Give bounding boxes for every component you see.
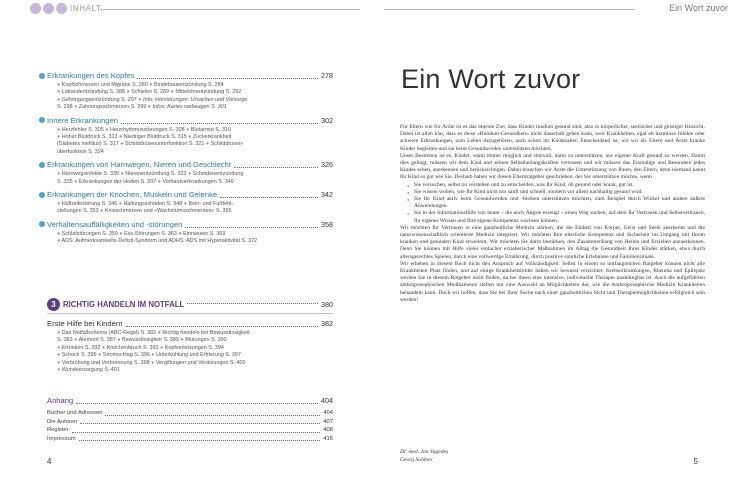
- toc-entry-line: ● Lidrandentzündung S. 288 ● Schielen S. 289 ● Mittelohrentzündung S. 292: [57, 89, 242, 96]
- toc-entries: [57, 200, 333, 216]
- chapter-title[interactable]: RICHTIG HANDELN IM NOTFALL: [63, 300, 185, 309]
- toc-entry[interactable]: Knieschmerzen und »Wachstumsschmerzen« S. 355: [104, 208, 232, 215]
- toc-section: [47, 190, 333, 216]
- toc-entry[interactable]: überfunktion S. 324: [57, 148, 104, 155]
- chapter-heading: [47, 298, 333, 314]
- table-of-contents: [47, 71, 333, 250]
- toc-entry[interactable]: Blutungen S. 390: [185, 337, 227, 344]
- toc-entry[interactable]: Bewusstlosigkeit S. 389: [122, 337, 179, 344]
- toc-entries: [57, 230, 333, 246]
- toc-entry[interactable]: (Diabetes mellitus) S. 317: [57, 141, 119, 148]
- toc-section: [47, 160, 333, 186]
- toc-entry[interactable]: S. 298: [57, 104, 73, 111]
- toc-entry[interactable]: Infos: Karies vorbeugen S. 301: [152, 104, 227, 111]
- toc-entries: [57, 81, 333, 112]
- toc-entry-line: [57, 149, 333, 156]
- anhang-label: Impressum: [47, 435, 76, 442]
- toc-entry-line: (Diabetes mellitus) S. 317 ● Schilddrüsenunterfunktion S. 321 ● Schilddrüsen-: [57, 141, 244, 148]
- toc-entry[interactable]: Lidrandentzündung S. 288: [61, 89, 126, 96]
- toc-entry-line: ● Verbrühung und Verbrennung S. 398 ● Vergiftungen und Verätzungen S. 400: [57, 359, 246, 366]
- dot-leader: [79, 440, 321, 441]
- toc-entry[interactable]: Unterkühlung und Erfrierung S. 397: [156, 352, 241, 359]
- toc-entry[interactable]: Schilddrüsenunterfunktion S. 321: [124, 141, 205, 148]
- toc-entry[interactable]: Niedriger Blutdruck S. 315: [123, 134, 187, 141]
- article-paragraph: Unser Bestreben ist es, Kinder, wann immer möglich und sinnvoll, darin zu unterstützen, aus eigener Kraft gesund zu werden. Damit dies gelingt, müssen wir dem Kind und seinen Selbstheilungskräften vertrauen und wir müssen das Einmalige und Besondere jedes Kindes sehen, anerkennen und berücksichtigen. Dabei brauchen wir Ärzte die Unterstützung von Ihnen, den Eltern, denn niemand kennt Ihr Kind so gut wie Sie. Deshalb haben wir diesen Elternratgeber geschrieben, der Sie unterstützen möchte, wenn: [400, 152, 705, 181]
- chapter-rule: [47, 313, 333, 314]
- toc-entry-line: S. 383 ● Atemnot S. 387 ● Bewusstlosigkeit S. 389 ● Blutungen S. 390: [57, 337, 227, 344]
- toc-entry[interactable]: Bindehautentzündung S. 284: [154, 82, 224, 88]
- toc-entry-line: ● Hüftreifestörung S. 346 ● Haltungsschäden S. 348 ● Bein- und Fußfehl-: [57, 201, 234, 208]
- article-paragraph: Wir möchten Ihr Vertrauen in eine ganzheitliche Medizin stärken, die die Einheit von Körper, Geist und Seele anerkennt und die naturwissenschaftlich orientierte Medizin integriert. Wir möchten Ihre elterliche Kompetenz und Sicherheit im Umgang mit Ihrem kranken und gesunden Kind erweitern. Wir möchten Sie darin bestärken, den Zusammenhang von Heilen und Erziehen anzuerkennen. Denn Sie können mit Hilfe vieler einfacher erzieherischer Maßnahmen im Alltag die Gesundheit Ihres Kindes stärken, etwa durch altersgerechtes Spielen, durch eine vollwertige Ernährung, durch positive sinnliche Erlebnisse und Familienrituale.: [400, 224, 705, 260]
- header-section-label: INHALT: [70, 4, 102, 13]
- dot-leader: [220, 197, 318, 198]
- toc-entry[interactable]: Nierenentzündung S. 333: [125, 171, 187, 178]
- anhang-page: 404: [321, 396, 333, 405]
- anhang-label: Register: [47, 427, 69, 434]
- toc-entry[interactable]: ADS: Aufmerksamkeits-Defizit-Syndrom und ADHS: ADS mit Hyperaktivität S. 372: [61, 238, 258, 245]
- toc-entry[interactable]: Bein- und Fußfehl-: [188, 201, 234, 208]
- toc-section-title[interactable]: Erste Hilfe bei Kindern: [47, 319, 123, 328]
- header-dot: [56, 3, 67, 14]
- toc-entry[interactable]: Hüftreifestörung S. 346: [61, 201, 118, 208]
- toc-entry[interactable]: Schock S. 395: [61, 352, 97, 359]
- dot-leader: [105, 415, 320, 416]
- toc-entry-line: ● ADS: Aufmerksamkeits-Defizit-Syndrom und ADHS: ADS mit Hyperaktivität S. 372: [57, 238, 258, 245]
- toc-entry[interactable]: Stromschlag S. 396: [102, 352, 150, 359]
- section-bullet-icon: [39, 162, 45, 168]
- toc-entry[interactable]: Mittelohrentzündung S. 292: [175, 89, 242, 96]
- toc-entry[interactable]: Herzfehler S. 305: [61, 126, 104, 133]
- anhang-label: Die Autoren: [47, 418, 78, 425]
- toc-entry[interactable]: Vergiftungen und Verätzungen S. 400: [155, 359, 246, 366]
- toc-entry[interactable]: Schilddrüsen-: [210, 141, 244, 148]
- toc-entry[interactable]: Herzrhythmusstörungen S. 308: [109, 126, 185, 133]
- header-chapter-label: Ein Wort zuvor: [669, 3, 728, 13]
- anhang-row[interactable]: [47, 426, 333, 435]
- author-name: Dr. med. Jan Vagedes: [400, 449, 449, 455]
- toc-section: [47, 71, 333, 112]
- toc-entry[interactable]: Das Notfallschema (ABC-Regel) S. 382: [61, 330, 157, 336]
- toc-section-title[interactable]: Erkrankungen von Harnwegen, Nieren und Geschlecht: [47, 160, 232, 170]
- toc-entry[interactable]: Schielen S. 289: [131, 89, 170, 96]
- toc-entry[interactable]: Schlafstörungen S. 359: [61, 230, 118, 237]
- toc-entry-line: ● Schock S. 395 ● Stromschlag S. 396 ● Unterkühlung und Erfrierung S. 397: [57, 352, 241, 359]
- toc-entry[interactable]: S. 383: [57, 337, 73, 344]
- toc-entry[interactable]: Haltungsschäden S. 348: [123, 201, 183, 208]
- author-signature: [400, 449, 448, 464]
- header-dot: [30, 3, 41, 14]
- toc-entry[interactable]: Zahnungsschmerzen S. 299: [78, 104, 147, 111]
- toc-entry[interactable]: Hoher Blutdruck S. 313: [61, 134, 118, 141]
- article-title: Ein Wort zuvor: [401, 64, 581, 94]
- anhang-row[interactable]: [47, 435, 333, 444]
- toc-section-page: 382: [321, 319, 333, 328]
- toc-entries: [57, 126, 333, 157]
- toc-entry[interactable]: Harnwegsinfekte S. 330: [61, 171, 119, 178]
- toc-entry-line: S. 298 ● Zahnungsschmerzen S. 299 ● Infos: Karies vorbeugen S. 301: [57, 104, 227, 111]
- toc-entry-line: S. 335 ● Erkrankungen der Hoden S. 337 ● Vorhautverkrankungen S. 340: [57, 178, 234, 185]
- toc-section-title[interactable]: Erkrankungen der Knochen, Muskeln und Gelenke: [47, 190, 218, 200]
- toc-entry-line: ● Herzfehler S. 305 ● Herzrhythmusstörungen S. 308 ● Blutarmut S. 310: [57, 126, 232, 133]
- section-bullet-icon: [39, 192, 45, 198]
- page-number-left: 4: [47, 457, 52, 466]
- list-item: ● Sie versuchen, selbst zu verstehen und zu entscheiden, was Ihr Kind, ob gesund oder krank, gut ist.: [408, 182, 705, 189]
- toc-entry-line: ● Das Notfallschema (ABC-Regel) S. 382 ● Richtig handeln bei Bewusstlosigkeit: [57, 330, 250, 336]
- article-body: [400, 124, 705, 304]
- list-item: ● Sie wissen wollen, wie Ihr Kind nicht nur sanft und schnell, sondern vor allem nachhaltig gesund wird.: [408, 189, 705, 196]
- dot-leader: [121, 123, 318, 124]
- author-name: Georg Soldner: [400, 456, 433, 463]
- section-bullet-icon: [39, 117, 45, 123]
- anhang-row-page: 407: [323, 418, 333, 425]
- toc-entry[interactable]: Einnässen S. 369: [183, 230, 226, 237]
- toc-entry-line: ● Gehörgangsentzündung S. 297 ● Info: Hörstörungen: Ursachen und Vorsorge: [57, 96, 248, 103]
- chapter-number-badge: 3: [47, 298, 60, 311]
- toc-entry[interactable]: Scheidenentzündung: [192, 171, 244, 178]
- dot-leader: [185, 227, 318, 228]
- toc-entry[interactable]: Info: Hörstörungen: Ursachen und Vorsorge: [142, 96, 248, 103]
- toc-section-page: 326: [321, 160, 333, 170]
- toc-section: [47, 220, 333, 246]
- toc-entry-line: ● Wundversorgung S. 401: [57, 367, 120, 374]
- list-item: ● Sie in der Informationsfülle von heute – die auch Ängste erzeugt – einen Weg suchen, auf dem Ihr Vertrauen und Selbstvertrauen, Ihr eigenes Wissen und Ihre eigene Kompetenz wachsen können.: [408, 210, 705, 224]
- anhang-label: Bücher und Adressen: [47, 410, 103, 416]
- toc-entry[interactable]: Blutarmut S. 310: [190, 126, 232, 133]
- article-paragraph: Wir erheben in diesem Buch nicht den Anspruch auf Vollständigkeit. Selbst in einem so umfangreichen Ratgeber können nicht alle Krankheiten Platz finden, und auf einige Krankheitsbilder haben wir bewusst verzichtet: Krebserkrankungen, Rheuma und Epilepsie werden Sie in diesem Ratgeber nicht finden, da bei ihnen eine intensive, individuelle Therapie unabdingbar ist. Auch die aufgeführten anthroposophischen Medikamente stellen nur eine Auswahl an Möglichkeiten dar, wie die Anthroposophische Medizin Krankheiten behandeln kann. Doch wir hoffen, dass Sie bei Ihrer Suche nach einer ganzheitlichen Sicht und Therapiemöglichkeiten erfolgreich sein werden!: [400, 260, 705, 303]
- dot-leader: [126, 326, 318, 327]
- toc-entry-line: ● Hoher Blutdruck S. 313 ● Niedriger Blutdruck S. 315 ● Zuckerkrankheit: [57, 134, 232, 141]
- anhang-row[interactable]: [47, 409, 333, 418]
- toc-entry[interactable]: Kopfverletzungen S. 394: [164, 344, 224, 351]
- toc-entry[interactable]: stellungen S. 353: [57, 208, 99, 215]
- erste-hilfe-section: [47, 319, 333, 378]
- toc-entry[interactable]: Knochenbruch S. 393: [106, 344, 159, 351]
- toc-entry[interactable]: Richtig handeln bei Bewusstlosigkeit: [162, 330, 250, 336]
- header-dots: [30, 3, 67, 14]
- toc-entry[interactable]: Wundversorgung S. 401: [61, 367, 120, 374]
- toc-entry[interactable]: S. 335: [57, 178, 73, 185]
- section-bullet-icon: [39, 73, 45, 79]
- dot-leader: [137, 78, 318, 79]
- article-bullet-list: [400, 182, 705, 225]
- header-dot: [43, 3, 54, 14]
- toc-section-title[interactable]: Erkrankungen des Kopfes: [47, 71, 135, 80]
- toc-entry[interactable]: Vorhautverkrankungen S. 340: [162, 178, 234, 185]
- anhang-row-page: 408: [323, 427, 333, 434]
- toc-section: [47, 116, 333, 157]
- toc-entry[interactable]: Gehörgangsentzündung S. 297: [61, 96, 137, 103]
- dot-leader: [72, 432, 321, 433]
- toc-entries: [57, 170, 333, 186]
- toc-entries: [57, 329, 333, 374]
- toc-entry[interactable]: Verbrühung und Verbrennung S. 398: [61, 359, 150, 366]
- chapter-page: 380: [321, 300, 333, 309]
- toc-entry[interactable]: Atemnot S. 387: [78, 337, 116, 344]
- toc-entry-line: ● Schlafstörungen S. 359 ● Ess-Störungen S. 363 ● Einnässen S. 369: [57, 230, 226, 237]
- toc-section: [47, 319, 333, 374]
- anhang-section: [47, 396, 333, 443]
- section-bullet-icon: [39, 221, 45, 227]
- toc-entry[interactable]: Ertrinken S. 392: [61, 344, 101, 351]
- anhang-row-page: 404: [323, 410, 333, 416]
- header-rule-right: [384, 9, 635, 10]
- toc-section-page: 278: [321, 71, 333, 80]
- toc-entry-line: stellungen S. 353 ● Knieschmerzen und »Wachstumsschmerzen« S. 355: [57, 208, 232, 215]
- page-header: [0, 0, 750, 20]
- toc-entry-line: ● Harnwegsinfekte S. 330 ● Nierenentzündung S. 333 ● Scheidenentzündung: [57, 171, 244, 178]
- anhang-row-page: 416: [323, 435, 333, 442]
- toc-section-page: 342: [321, 190, 333, 200]
- toc-section-page: 358: [321, 219, 333, 229]
- toc-entry[interactable]: Ess-Störungen S. 363: [124, 230, 177, 237]
- dot-leader: [80, 423, 320, 424]
- toc-entry[interactable]: Kopfschmerzen und Migräne S. 280: [61, 82, 148, 88]
- toc-entry[interactable]: Zuckerkrankheit: [192, 134, 232, 141]
- toc-entry-line: ● Ertrinken S. 392 ● Knochenbruch S. 393 ● Kopfverletzungen S. 394: [57, 344, 224, 351]
- anhang-row[interactable]: [47, 418, 333, 427]
- dot-leader: [234, 167, 318, 168]
- toc-section-page: 302: [321, 115, 333, 125]
- list-item: ● Sie Ihr Kind aktiv beim Gesundwerden und -bleiben unterstützen möchten, zum Beispiel durch Wickel und andere äußere Anwendungen.: [408, 196, 705, 210]
- toc-entry[interactable]: Erkrankungen der Hoden S. 337: [78, 178, 157, 185]
- toc-section-title[interactable]: Verhaltensauffälligkeiten und -störungen: [47, 219, 183, 229]
- page-number-right: 5: [693, 457, 698, 466]
- toc-section-title[interactable]: Innere Erkrankungen: [47, 115, 118, 125]
- article-paragraph: Für Eltern wie für Ärzte ist es das oberste Ziel, dass Kinder rundum gesund sind, also in körperlicher, seelischer und geistiger Hinsicht. Dabei ist allen klar, dass es diese »Rundum-Gesundheit« nicht dauerhaft geben kann, weil Krankheiten, egal ob harmlose Infekte oder schwere Erkrankungen, zum Leben dazugehören, auch schon im Kindesalter. Entscheidend ist, wir wir als Eltern und Ärzte kranke Kinder begleiten und sie beim Gesundwerden unterstützen möchten.: [400, 124, 705, 152]
- anhang-title[interactable]: Anhang: [47, 396, 74, 405]
- header-rule-left: [100, 9, 360, 10]
- toc-entry-line: ● Kopfschmerzen und Migräne S. 280 ● Bindehautentzündung S. 284: [57, 82, 224, 88]
